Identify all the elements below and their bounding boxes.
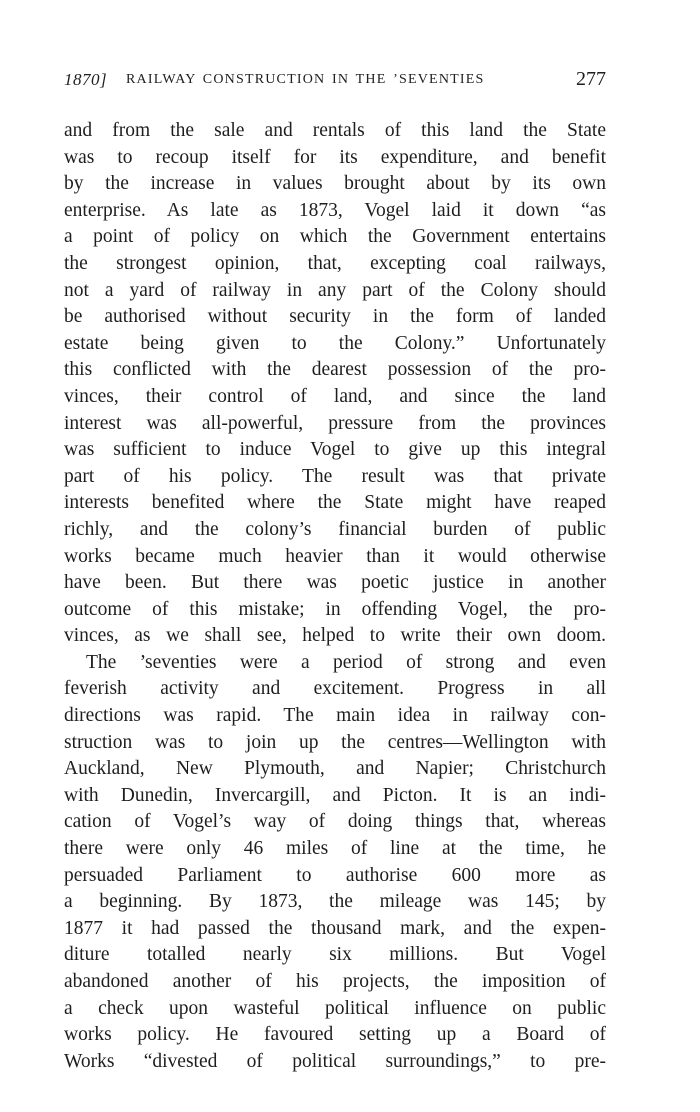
text-line: was sufficient to induce Vogel to give up this integral	[64, 439, 606, 461]
body-text	[64, 118, 606, 1075]
text-line: not a yard of railway in any part of the Colony should	[64, 279, 606, 301]
text-line: a point of policy on which the Government entertains	[64, 226, 606, 248]
paragraph-start-line: The ’seventies were a period of strong and even	[86, 651, 606, 673]
text-line: persuaded Parliament to authorise 600 more as	[64, 864, 606, 886]
text-line: be authorised without security in the form of landed	[64, 306, 606, 328]
text-line: estate being given to the Colony.” Unfortunately	[64, 332, 606, 354]
text-line: 1877 it had passed the thousand mark, and the expen-	[64, 917, 606, 939]
text-line: cation of Vogel’s way of doing things that, whereas	[64, 811, 606, 833]
text-line: a check upon wasteful political influence on public	[64, 997, 606, 1019]
text-line: the strongest opinion, that, excepting coal railways,	[64, 252, 606, 274]
text-line: vinces, their control of land, and since the land	[64, 385, 606, 407]
text-line: a beginning. By 1873, the mileage was 145; by	[64, 891, 606, 913]
text-line: there were only 46 miles of line at the time, he	[64, 838, 606, 860]
text-line: Works “divested of political surroundings,” to pre-	[64, 1050, 606, 1072]
text-line: abandoned another of his projects, the imposition of	[64, 971, 606, 992]
text-line: interest was all-powerful, pressure from the provinces	[64, 412, 606, 434]
page-number: 277	[576, 68, 606, 90]
text-line: this conflicted with the dearest possession of the pro-	[64, 359, 606, 381]
running-head-year: 1870]	[64, 70, 108, 89]
text-line: richly, and the colony’s financial burden of public	[64, 518, 606, 540]
text-line: struction was to join up the centres—Wellington with	[64, 731, 606, 753]
text-line: interests benefited where the State might have reaped	[64, 492, 606, 514]
text-line: feverish activity and excitement. Progress in all	[64, 678, 606, 700]
text-line: with Dunedin, Invercargill, and Picton. It is an indi-	[64, 784, 606, 806]
text-line: and from the sale and rentals of this land the State	[64, 120, 606, 141]
text-line: vinces, as we shall see, helped to write their own doom.	[64, 625, 606, 647]
text-line: part of his policy. The result was that private	[64, 465, 606, 487]
text-line: outcome of this mistake; in offending Vogel, the pro-	[64, 598, 606, 620]
text-line: directions was rapid. The main idea in railway con-	[64, 705, 606, 727]
text-line: works policy. He favoured setting up a Board of	[64, 1024, 606, 1046]
text-line: was to recoup itself for its expenditure, and benefit	[64, 146, 606, 168]
running-head	[64, 70, 606, 96]
running-head-title: RAILWAY CONSTRUCTION IN THE ’SEVENTIES	[126, 72, 485, 87]
text-line: Auckland, New Plymouth, and Napier; Christchurch	[64, 758, 606, 780]
text-line: works became much heavier than it would otherwise	[64, 545, 606, 567]
text-line: diture totalled nearly six millions. But Vogel	[64, 944, 606, 966]
text-line: by the increase in values brought about by its own	[64, 173, 606, 195]
text-line: have been. But there was poetic justice in another	[64, 572, 606, 594]
text-line: enterprise. As late as 1873, Vogel laid it down “as	[64, 199, 606, 221]
